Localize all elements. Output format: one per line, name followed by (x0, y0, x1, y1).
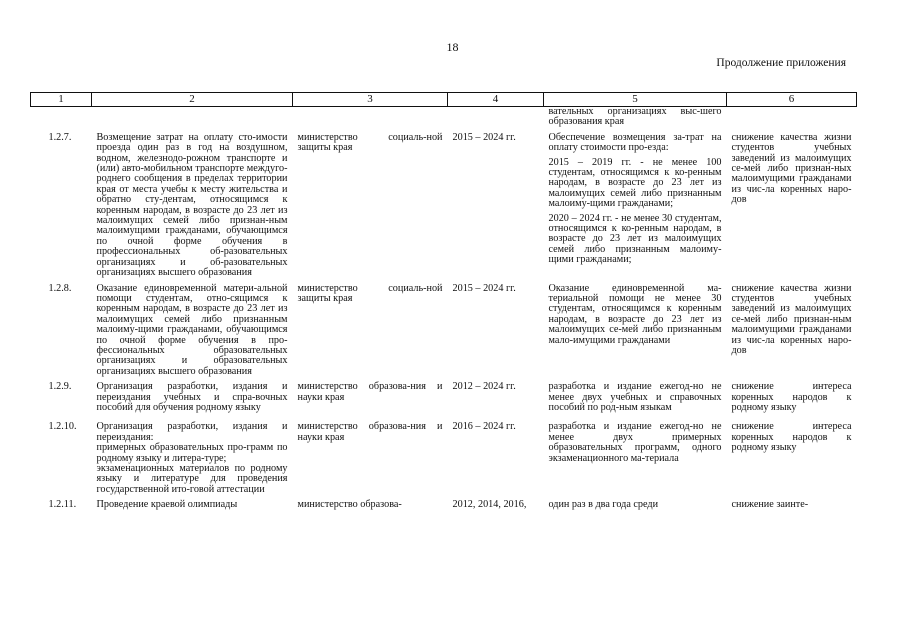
result-paragraph: 2020 – 2024 гг. - не менее 30 студентам, относящимся к ко-ренным народам, в возрасте до 23 лет из малоимущих семей либо признанным малоиму-щими гражданами; (548, 212, 722, 266)
measure-text: Проведение краевой олимпиады (96, 499, 238, 511)
column-header-5: 5 (544, 93, 727, 107)
result-paragraph: 2015 – 2019 гг. - не менее 100 студентам, относящимся к ко-ренным народам, в возрасте до 23 лет из малоимущих семей либо признанным малоиму-щими гражданами; (548, 156, 722, 210)
measure-text: Организация разработки, издания и переиздания: примерных образовательных про-грамм по родному языку и литера-туре; экзаменационных материалов по родному языку и литературе для проведения государственной ито-говой аттестации (96, 421, 288, 495)
consequence-text: снижение интереса коренных народов к родному языку (731, 421, 852, 454)
table-row (31, 133, 857, 284)
table-row (31, 382, 857, 422)
item-number: 1.2.7. (48, 131, 72, 143)
table-row (31, 284, 857, 383)
executor-text: министерство образова-ния и науки края (297, 381, 443, 403)
column-header-1: 1 (31, 93, 92, 107)
result-cell (544, 133, 727, 284)
column-number-row (31, 93, 857, 107)
result-paragraph: разработка и издание ежегод-но не менее двух примерных образовательных программ, одного экзаменационного ма-териала (548, 421, 722, 464)
executor-text: министерство образова- (297, 499, 402, 511)
period-text: 2015 – 2024 гг. (452, 282, 516, 294)
measure-text: Оказание единовременной матери-альной помощи студентам, отно-сящимся к коренным народам, в возрасте до 23 лет из малоимущих семей либо признанным малоиму-щими гражданами, обучающимся по очной форме обучения в про-фессиональных образовательных организациях и образовательных организациях высшего образования (96, 282, 288, 377)
consequence-text: снижение интереса коренных народов к родному языку (731, 381, 852, 413)
result-cell (544, 284, 727, 383)
executor-text: министерство образова-ния и науки края (297, 421, 443, 443)
result-cell (544, 382, 727, 422)
column-header-3: 3 (293, 93, 448, 107)
table-row (31, 500, 857, 519)
executor-text: министерство социаль-ной защиты края (297, 131, 443, 154)
executor-text: министерство социаль-ной защиты края (297, 282, 443, 304)
measure-text: Организация разработки, издания и переиздания учебных и спра-вочных пособий для обучения родному языку (96, 381, 288, 413)
page-number: 18 (446, 40, 459, 54)
column-header-6: 6 (727, 93, 857, 107)
column-header-4: 4 (448, 93, 544, 107)
period-text: 2012, 2014, 2016, (452, 499, 527, 511)
result-paragraph: один раз в два года среди (548, 499, 659, 511)
measures-table (30, 92, 857, 520)
result-paragraph: Оказание единовременной ма-териальной помощи не менее 30 студентам, относящимся к коренным народам, в возрасте до 23 лет из малоимущих се-мей либо признанным мало-имущими гражданами (548, 282, 722, 346)
result-cell (544, 422, 727, 500)
consequence-text: снижение качества жизни студентов учебных заведений из малоимущих се-мей либо признан-ным малоимущими гражданами из чис-ла коренных наро-дов (731, 282, 852, 356)
item-number: 1.2.11. (48, 499, 77, 511)
consequence-text: снижение качества жизни студентов учебных заведений из малоимущих се-мей либо признан-ных малоимущими гражданами из чис-ла коренных наро-дов (731, 131, 852, 206)
column-header-2: 2 (92, 93, 293, 107)
continuation-label: Продолжение приложения (716, 57, 846, 69)
item-number: 1.2.10. (48, 421, 77, 433)
table-row-continued (31, 107, 857, 133)
result-paragraph: Обеспечение возмещения за-трат на оплату стоимости про-езда: (548, 131, 722, 154)
period-text: 2016 – 2024 гг. (452, 421, 516, 433)
result-paragraph: разработка и издание ежегод-но не менее двух учебных и справочных пособий по род-ным языкам (548, 381, 722, 413)
measure-text: Возмещение затрат на оплату сто-имости проезда один раз в год на воздушном, водном, железнодо-рожном транспорте и (или) авто-мобильном транспорте междуго-роднего сообщения в пределах территории края от места учебы к месту жительства и обратно сту-дентам, относящимся к коренным народам, в возрасте до 23 лет из малоимущих семей либо признан-ным малоимущими гражданами, обучающимся по очной форме обучения в профессиональных об-разовательных организациях и об-разовательных организациях высшего образования (96, 131, 288, 279)
consequence-text: снижение заинте- (731, 499, 809, 511)
result-cell (544, 500, 727, 519)
item-number: 1.2.9. (48, 381, 72, 393)
period-text: 2012 – 2024 гг. (452, 381, 516, 393)
period-text: 2015 – 2024 гг. (452, 131, 516, 143)
table-row (31, 422, 857, 500)
item-number: 1.2.8. (48, 282, 72, 294)
continued-result: вательных организациях выс-шего образования края (548, 106, 722, 128)
